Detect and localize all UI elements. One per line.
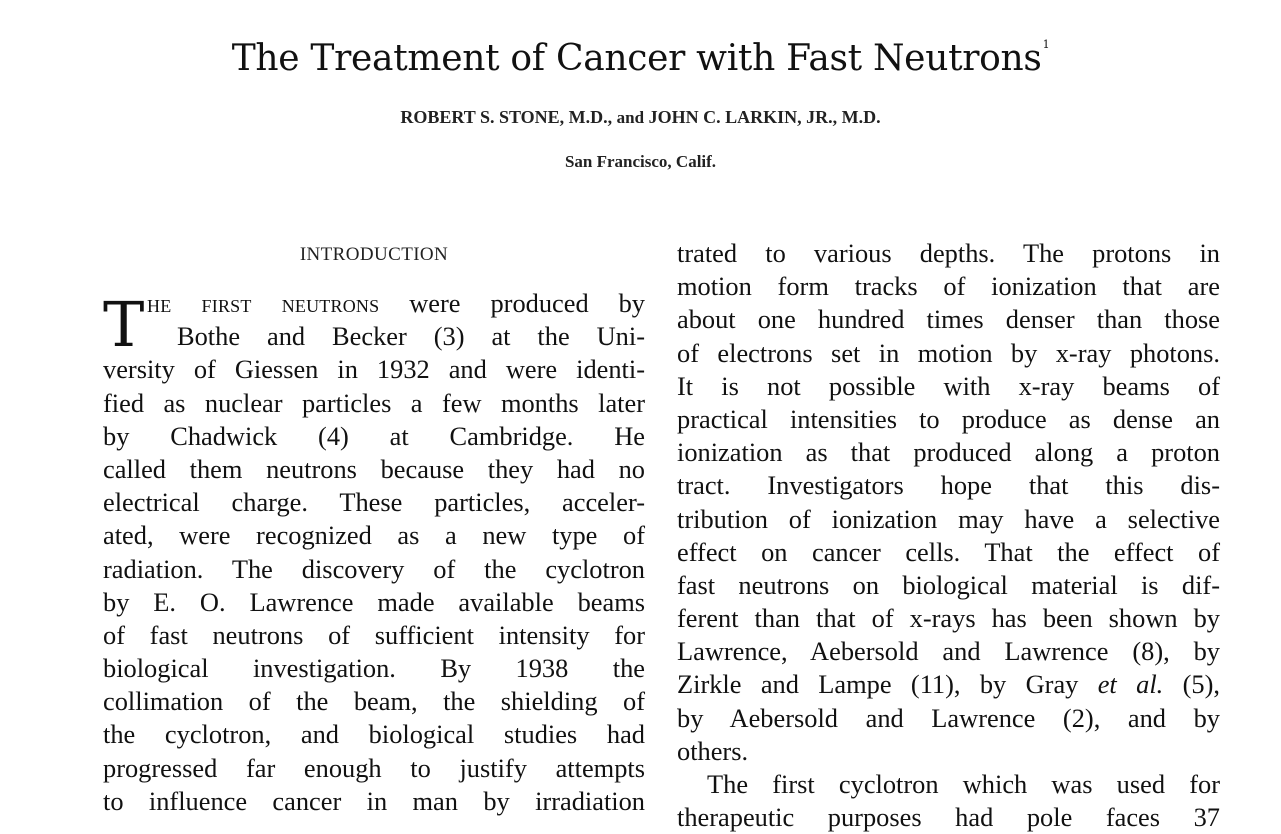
text-line: motion form tracks of ionization that are bbox=[677, 271, 1220, 302]
drop-cap: T bbox=[103, 288, 145, 361]
text-line bbox=[677, 668, 1220, 701]
right-text-column bbox=[677, 237, 1220, 834]
text-line: about one hundred times denser than those bbox=[677, 304, 1220, 335]
author-location: San Francisco, Calif. bbox=[564, 152, 717, 171]
text-line: therapeutic purposes had pole faces 37 bbox=[677, 802, 1220, 833]
text-line: versity of Giessen in 1932 and were identi- bbox=[103, 354, 645, 385]
text-line: by E. O. Lawrence made available beams bbox=[103, 586, 645, 617]
left-text-column bbox=[103, 287, 645, 818]
text-line: electrical charge. These particles, acceler- bbox=[103, 487, 645, 518]
text-line: radiation. The discovery of the cyclotron bbox=[103, 553, 645, 584]
text-line bbox=[103, 287, 645, 320]
text-line: practical intensities to produce as dense an bbox=[677, 403, 1220, 434]
text-line: collimation of the beam, the shielding of bbox=[103, 686, 645, 717]
text-line: Lawrence, Aebersold and Lawrence (8), by bbox=[677, 636, 1220, 667]
author-larkin: JOHN C. LARKIN, JR., M.D. bbox=[648, 107, 881, 127]
authors-conjunction: and bbox=[616, 108, 645, 127]
text-line: biological investigation. By 1938 the bbox=[103, 653, 645, 684]
article-title-text: The Treatment of Cancer with Fast Neutrons bbox=[231, 38, 1042, 79]
text-line: effect on cancer cells. That the effect of bbox=[677, 536, 1220, 567]
text-line: of fast neutrons of sufficient intensity for bbox=[103, 619, 645, 650]
text-line: ionization as that produced along a proton bbox=[677, 437, 1220, 468]
text-line: called them neutrons because they had no bbox=[103, 453, 645, 484]
text-line: of electrons set in motion by x-ray photons. bbox=[677, 337, 1220, 368]
text-line: ferent than that of x-rays has been shown by bbox=[677, 603, 1220, 634]
text-line: It is not possible with x-ray beams of bbox=[677, 370, 1220, 401]
text-line: tribution of ionization may have a selective bbox=[677, 503, 1220, 534]
text-line: fied as nuclear particles a few months later bbox=[103, 387, 645, 418]
title-footnote-marker: 1 bbox=[1042, 38, 1050, 51]
article-title bbox=[0, 38, 1281, 79]
author-stone: ROBERT S. STONE, M.D., bbox=[400, 107, 613, 127]
text-line: to influence cancer in man by irradiation bbox=[103, 785, 645, 816]
italic-et-al: et al. bbox=[1097, 669, 1164, 700]
text-line: the cyclotron, and biological studies had bbox=[103, 719, 645, 750]
text-line-fragment: were produced by bbox=[409, 288, 645, 318]
text-line: trated to various depths. The protons in bbox=[677, 238, 1220, 268]
text-line: tract. Investigators hope that this dis- bbox=[677, 470, 1220, 501]
text-line-fragment: Zirkle and Lampe (11), by Gray bbox=[677, 669, 1079, 700]
text-line: by Chadwick (4) at Cambridge. He bbox=[103, 420, 645, 451]
text-line: Bothe and Becker (3) at the Uni- bbox=[177, 321, 645, 352]
text-line: fast neutrons on biological material is dif- bbox=[677, 569, 1220, 600]
text-line: by Aebersold and Lawrence (2), and by bbox=[677, 702, 1220, 733]
lead-smallcaps: he first neutrons bbox=[147, 288, 380, 318]
text-line: The first cyclotron which was used for bbox=[707, 769, 1220, 799]
text-line: ated, were recognized as a new type of bbox=[103, 520, 645, 551]
article-authors bbox=[0, 107, 1281, 128]
text-line: progressed far enough to justify attempts bbox=[103, 752, 645, 783]
text-line: others. bbox=[677, 735, 749, 766]
text-line-fragment: (5), bbox=[1182, 669, 1220, 700]
section-heading-introduction: INTRODUCTION bbox=[299, 244, 449, 265]
